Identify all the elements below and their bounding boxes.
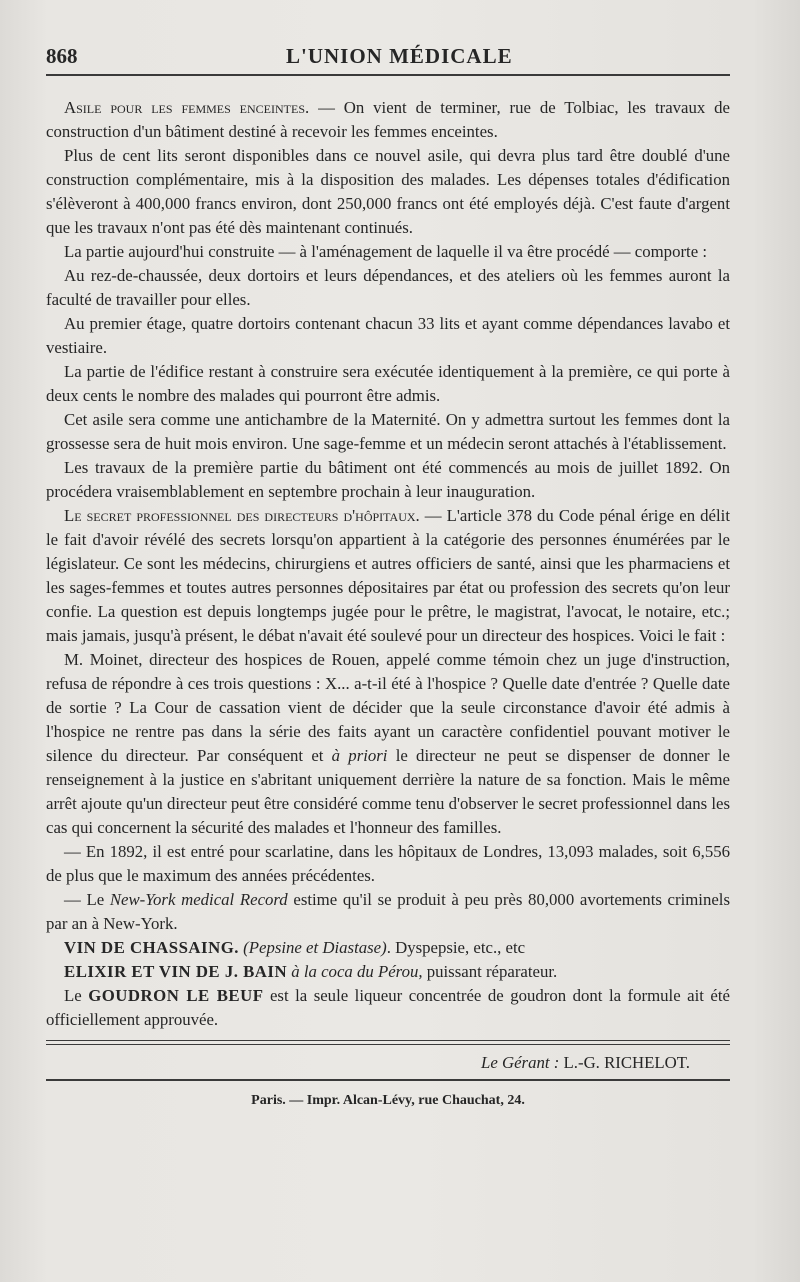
ad-text: est la seule liqueur concentrée de goudron dont la formule ait été officiellement approuvée. [46,986,730,1029]
note-londres: — En 1892, il est entré pour scarlatine, dans les hôpitaux de Londres, 13,093 malades, soit 6,556 de plus que le maximum des années précédentes. [46,842,730,885]
ad-bain [46,960,730,984]
ad-chassaing [46,936,730,960]
page-header [46,40,730,74]
paragraph [46,648,730,840]
ad-text: . Dyspepsie, etc., etc [386,938,526,957]
signature-rule [46,1079,730,1081]
note-newyork [46,888,730,936]
ad-name: ELIXIR ET VIN DE J. BAIN [64,962,288,981]
paragraph-text: — L'article 378 du Code pénal érige en délit le fait d'avoir révélé des secrets lorsqu'on appartient à la catégorie des personnes énumérées par le législateur. Ce sont les médecins, chirurgiens et autres officiers de santé, ainsi que les pharmaciens et les sages-femmes et toutes autres personnes dépositaires par état ou profession des secrets qu'on leur confie. La question est depuis longtemps jugée pour le prêtre, le magistrat, l'avocat, le notaire, etc.; mais jamais, jusqu'à présent, le débat n'avait été soulevé pour un directeur des hospices. Voici le fait : [46,506,730,645]
journal-title: New-York medical Record [109,890,288,909]
paragraph: Au rez-de-chaussée, deux dortoirs et leurs dépendances, et des ateliers où les femmes auront la faculté de travailler pour elles. [46,266,730,309]
signature-label: Le Gérant : [481,1053,560,1072]
paragraph: Plus de cent lits seront disponibles dans ce nouvel asile, qui devra plus tard être doublé d'une construction complémentaire, mis à la disposition des malades. Les dépenses totales d'édification s'élèveront à 400,000 francs environ, dont 250,000 francs ont été employés déjà. C'est faute d'argent que les travaux n'ont pas été dès maintenant continués. [46,146,730,237]
paragraph: Cet asile sera comme une antichambre de la Maternité. On y admettra surtout les femmes dont la grossesse sera de huit mois environ. Une sage-femme et un médecin seront attachés à l'établissement. [46,410,730,453]
paragraph: La partie de l'édifice restant à construire sera exécutée identiquement à la première, ce qui porte à deux cents le nombre des malades qui pourront être admis. [46,362,730,405]
paragraph-text: — On vient de terminer, rue de Tolbiac, les travaux de construction d'un bâtiment destiné à recevoir les femmes enceintes. [46,98,730,141]
ad-name: GOUDRON LE BEUF [88,986,264,1005]
ad-name: VIN DE CHASSAING. [64,938,239,957]
article-secret-intro [46,504,730,648]
ad-italic: à la coca du Pérou, [287,962,423,981]
ad-italic: (Pepsine et Diastase) [243,938,387,957]
article-heading: Le secret professionnel des directeurs d'hôpitaux. [64,506,420,525]
header-rule [46,74,730,76]
ad-goudron [46,984,730,1032]
imprint: Paris. — Impr. Alcan-Lévy, rue Chauchat, 24. [251,1093,525,1108]
signature [46,1045,730,1079]
running-title: L'UNION MÉDICALE [286,44,513,68]
footer-rule [46,1040,730,1041]
paragraph-text: le directeur ne peut se dispenser de donner le renseignement à la justice en s'abritant uniquement derrière la nature de sa fonction. Mais le même arrêt ajoute qu'un directeur peut être considéré comme tenu d'observer le secret professionnel dans les cas qui concernent la sécurité des malades et l'honneur des familles. [46,746,730,837]
italic-phrase: à priori [331,746,388,765]
paragraph-text: M. Moinet, directeur des hospices de Rouen, appelé comme témoin chez un juge d'instruction, refusa de répondre à ces trois questions : X... a-t-il été à l'hospice ? Quelle date d'entrée ? Quelle date de sortie ? La Cour de cassation vient de décider que la seule circonstance d'avoir été admis à l'hospice ne rentre pas dans la série des faits ayant un caractère confidentiel pouvant motiver le silence du directeur. Par conséquent et [46,650,730,765]
ad-text: Le [64,986,89,1005]
paragraph: Les travaux de la première partie du bâtiment ont été commencés au mois de juillet 1892. On procédera vraisemblablement en septembre prochain à leur inauguration. [46,458,730,501]
page-number: 868 [46,44,78,68]
ad-text: puissant réparateur. [422,962,558,981]
note-text: — Le [64,890,110,909]
signature-name: L.-G. RICHELOT. [563,1053,690,1072]
article-heading: Asile pour les femmes enceintes. [64,98,310,117]
page-content [46,96,730,1032]
article-asile-intro [46,96,730,144]
note-text: estime qu'il se produit à peu près 80,000 avortements criminels par an à New-York. [46,890,730,933]
paragraph: La partie aujourd'hui construite — à l'aménagement de laquelle il va être procédé — comporte : [64,242,708,261]
paragraph: Au premier étage, quatre dortoirs contenant chacun 33 lits et ayant comme dépendances lavabo et vestiaire. [46,314,730,357]
